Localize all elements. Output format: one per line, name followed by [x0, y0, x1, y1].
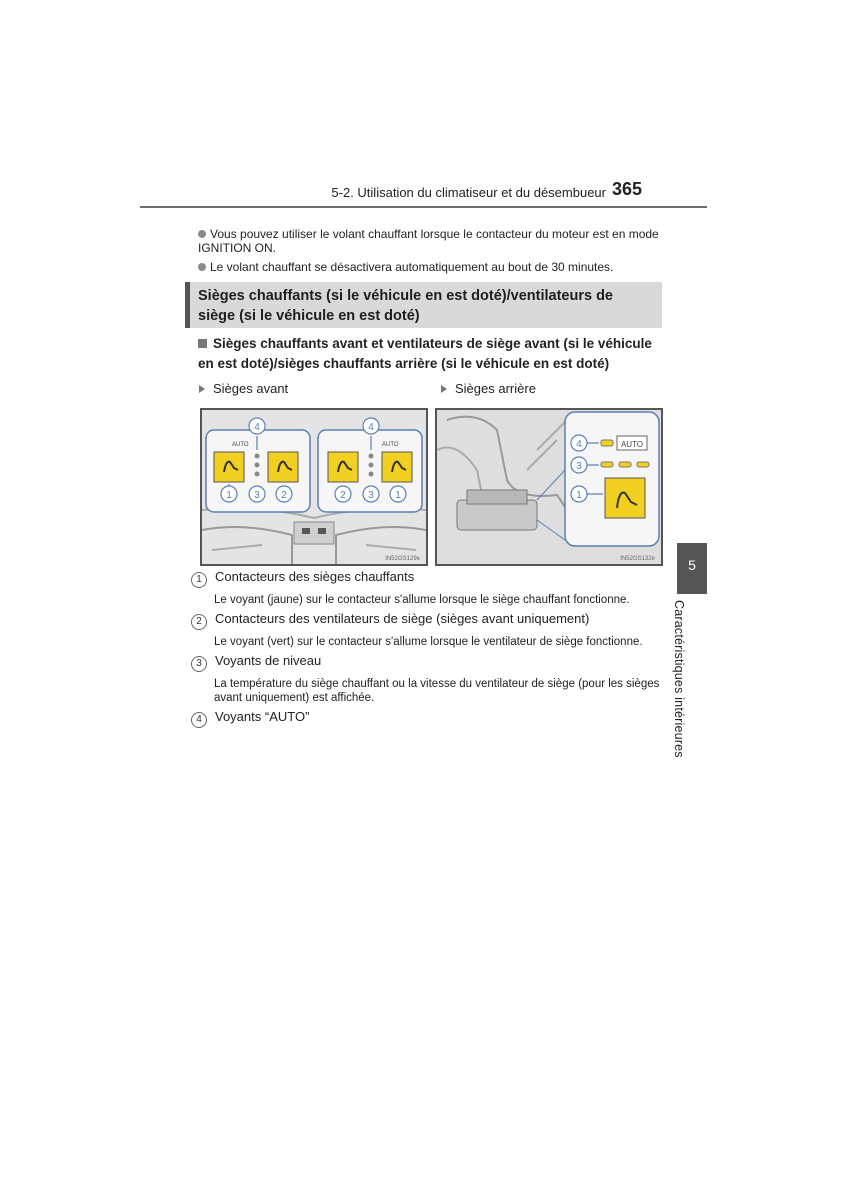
- rear-seats-figure: [435, 408, 663, 566]
- legend-title: Contacteurs des ventilateurs de siège (sièges avant uniquement): [215, 611, 590, 626]
- figure-code: IN52GS132e: [620, 556, 655, 562]
- legend-description: La température du siège chauffant ou la vitesse du ventilateur de siège (pour les sièges avant uniquement) est affichée.: [214, 678, 660, 704]
- svg-text:4: 4: [254, 422, 260, 433]
- svg-text:2: 2: [340, 490, 346, 501]
- header-divider: [140, 206, 707, 208]
- svg-text:AUTO: AUTO: [382, 442, 399, 448]
- legend-item-4: [191, 709, 309, 728]
- page-number: 365: [612, 179, 643, 199]
- triangle-bullet-icon: [199, 385, 205, 393]
- legend-title: Contacteurs des sièges chauffants: [215, 569, 415, 584]
- legend-description: Le voyant (jaune) sur le contacteur s'allume lorsque le siège chauffant fonctionne.: [214, 594, 630, 606]
- square-bullet-icon: [198, 339, 207, 348]
- callout-number: 1: [191, 572, 207, 588]
- legend-item-2: [191, 611, 589, 630]
- subsection-heading: [198, 334, 663, 374]
- running-header-title: 5-2. Utilisation du climatiseur et du désembueur: [331, 185, 606, 200]
- front-seats-figure: [200, 408, 428, 566]
- bullet-dot-icon: [198, 263, 206, 271]
- callout-number: 4: [191, 712, 207, 728]
- legend-description: Le voyant (vert) sur le contacteur s'allume lorsque le ventilateur de siège fonctionne.: [214, 636, 643, 648]
- bullet-item: [198, 260, 668, 274]
- legend-item-1: [191, 569, 414, 588]
- rear-seats-illustration: [437, 410, 661, 564]
- front-seats-label-text: Sièges avant: [213, 381, 289, 396]
- triangle-bullet-icon: [441, 385, 447, 393]
- svg-text:1: 1: [576, 490, 582, 501]
- bullet-dot-icon: [198, 230, 206, 238]
- svg-text:3: 3: [576, 461, 582, 472]
- bullet-text: Le volant chauffant se désactivera automatiquement au bout de 30 minutes.: [210, 260, 614, 274]
- bullet-item: [198, 227, 668, 255]
- rear-seats-label: [441, 381, 536, 396]
- legend-title: Voyants de niveau: [215, 653, 322, 668]
- svg-text:4: 4: [368, 422, 374, 433]
- svg-text:AUTO: AUTO: [620, 440, 644, 449]
- svg-text:AUTO: AUTO: [232, 442, 249, 448]
- bullet-text: Vous pouvez utiliser le volant chauffant lorsque le contacteur du moteur est en mode IGNITION ON.: [198, 227, 659, 255]
- svg-text:1: 1: [226, 490, 232, 501]
- svg-text:3: 3: [368, 490, 374, 501]
- svg-text:3: 3: [254, 490, 260, 501]
- legend-item-3: [191, 653, 321, 672]
- callout-number: 2: [191, 614, 207, 630]
- rear-seats-label-text: Sièges arrière: [455, 381, 536, 396]
- section-title: Sièges chauffants (si le véhicule en est doté)/ventilateurs de siège (si le véhicule en est doté): [185, 282, 662, 328]
- subsection-heading-text: Sièges chauffants avant et ventilateurs de siège avant (si le véhicule en est doté)/sièges chauffants arrière (si le véhicule en est doté): [198, 336, 652, 371]
- front-seats-illustration: [202, 410, 426, 564]
- svg-text:4: 4: [576, 439, 582, 450]
- callout-number: 3: [191, 656, 207, 672]
- svg-text:1: 1: [395, 490, 401, 501]
- chapter-tab-label: [672, 600, 702, 840]
- svg-text:2: 2: [281, 490, 287, 501]
- figure-code: IN52GS129e: [385, 556, 420, 562]
- chapter-tab: 5: [677, 543, 707, 594]
- legend-title: Voyants “AUTO”: [215, 709, 310, 724]
- chapter-tab-label-text: Caractéristiques intérieures: [672, 600, 686, 758]
- front-seats-label: [199, 381, 288, 396]
